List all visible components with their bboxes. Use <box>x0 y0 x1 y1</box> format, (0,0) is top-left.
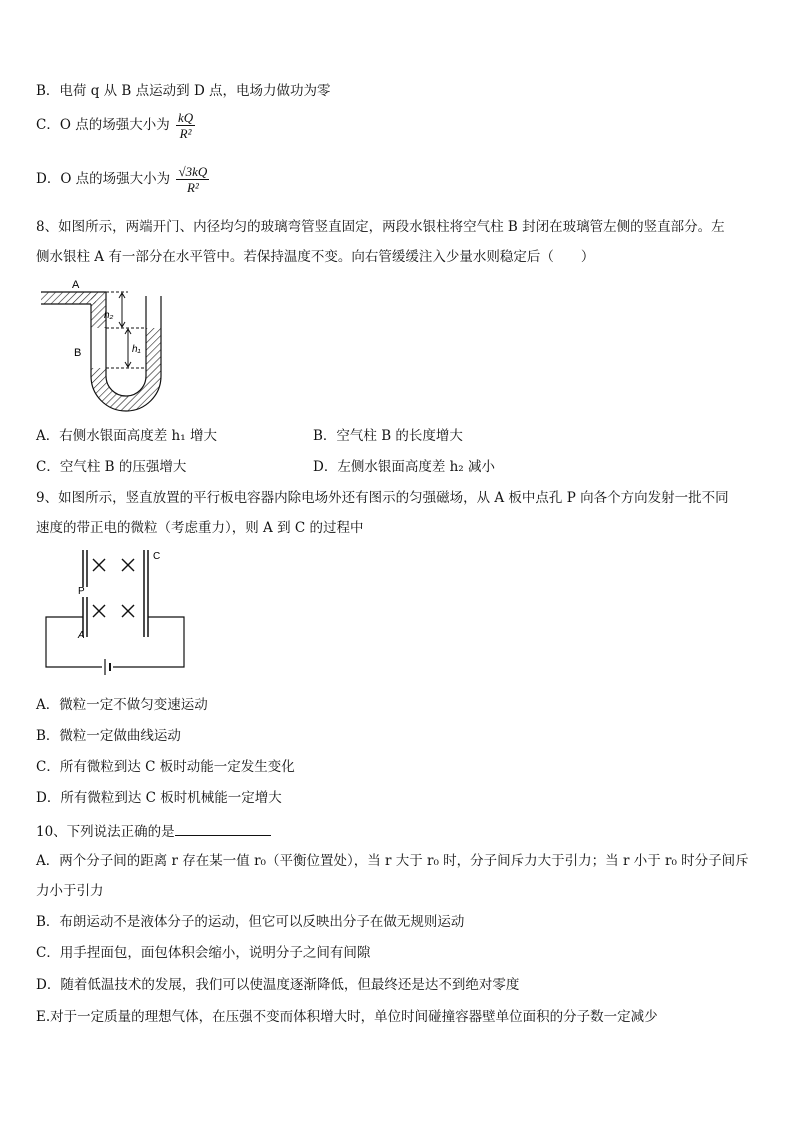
q7-option-b: B．电荷 q 从 B 点运动到 D 点，电场力做功为零 <box>36 83 331 99</box>
q7-option-c-text: C．O 点的场强大小为 <box>36 117 170 133</box>
q10-stem-text: 10、下列说法正确的是 <box>36 824 175 840</box>
q9-label-c: C <box>153 551 161 562</box>
q8-option-c: C．空气柱 B 的压强增大 <box>36 459 187 475</box>
q9-stem-line-2: 速度的带正电的微粒（考虑重力），则 A 到 C 的过程中 <box>36 520 364 536</box>
q10-option-b: B．布朗运动不是液体分子的运动，但它可以反映出分子在做无规则运动 <box>36 914 465 930</box>
q9-capacitor-figure <box>36 545 196 677</box>
q8-stem-line-2: 侧水银柱 A 有一部分在水平管中。若保持温度不变。向右管缓缓注入少量水则稳定后（ ） <box>36 249 595 265</box>
q9-label-a: A <box>78 630 85 641</box>
q7-option-d <box>36 164 211 195</box>
q10-option-a-line-2: 力小于引力 <box>36 883 104 899</box>
q10-stem <box>36 821 271 841</box>
q10-option-e: E.对于一定质量的理想气体，在压强不变而体积增大时，单位时间碰撞容器壁单位面积的分子数一定减少 <box>36 1009 658 1025</box>
q8-label-b: B <box>74 347 82 359</box>
q8-stem-line-1: 8、如图所示，两端开门、内径均匀的玻璃弯管竖直固定，两段水银柱将空气柱 B 封闭在玻璃管左侧的竖直部分。左 <box>36 219 725 235</box>
q8-label-h1: h₁ <box>132 344 141 355</box>
q7-option-d-numerator: √3kQ <box>178 164 208 179</box>
q7-option-c <box>36 110 197 141</box>
q9-option-b: B．微粒一定做曲线运动 <box>36 728 181 744</box>
q8-label-h2: h₂ <box>104 310 114 321</box>
q9-option-a: A．微粒一定不做匀变速运动 <box>36 697 208 713</box>
q9-option-c: C．所有微粒到达 C 板时动能一定发生变化 <box>36 759 295 775</box>
q8-u-tube-figure <box>36 276 166 416</box>
q8-label-a: A <box>72 279 80 291</box>
q7-option-c-numerator: kQ <box>178 110 194 125</box>
q10-answer-blank[interactable] <box>175 821 271 836</box>
q8-option-b: B．空气柱 B 的长度增大 <box>313 428 463 444</box>
q7-option-d-text: D．O 点的场强大小为 <box>36 171 171 187</box>
q7-option-d-denominator: R² <box>186 180 199 195</box>
q10-option-a-line-1: A．两个分子间的距离 r 存在某一值 r₀（平衡位置处），当 r 大于 r₀ 时，分子间斥力大于引力；当 r 小于 r₀ 时分子间斥 <box>36 853 749 869</box>
q10-option-c: C．用手捏面包，面包体积会缩小，说明分子之间有间隙 <box>36 945 371 961</box>
q10-option-d: D．随着低温技术的发展，我们可以使温度逐渐降低，但最终还是达不到绝对零度 <box>36 977 520 993</box>
q7-option-c-denominator: R² <box>179 126 192 141</box>
q7-option-d-fraction <box>176 164 209 195</box>
q9-stem-line-1: 9、如图所示，竖直放置的平行板电容器内除电场外还有图示的匀强磁场，从 A 板中点孔 P 向各个方向发射一批不同 <box>36 490 729 506</box>
q9-label-p: P <box>78 586 85 597</box>
q9-option-d: D．所有微粒到达 C 板时机械能一定增大 <box>36 790 282 806</box>
q7-option-c-fraction <box>176 110 195 141</box>
q8-option-d: D．左侧水银面高度差 h₂ 减小 <box>313 459 496 475</box>
q8-option-a: A．右侧水银面高度差 h₁ 增大 <box>36 428 217 444</box>
